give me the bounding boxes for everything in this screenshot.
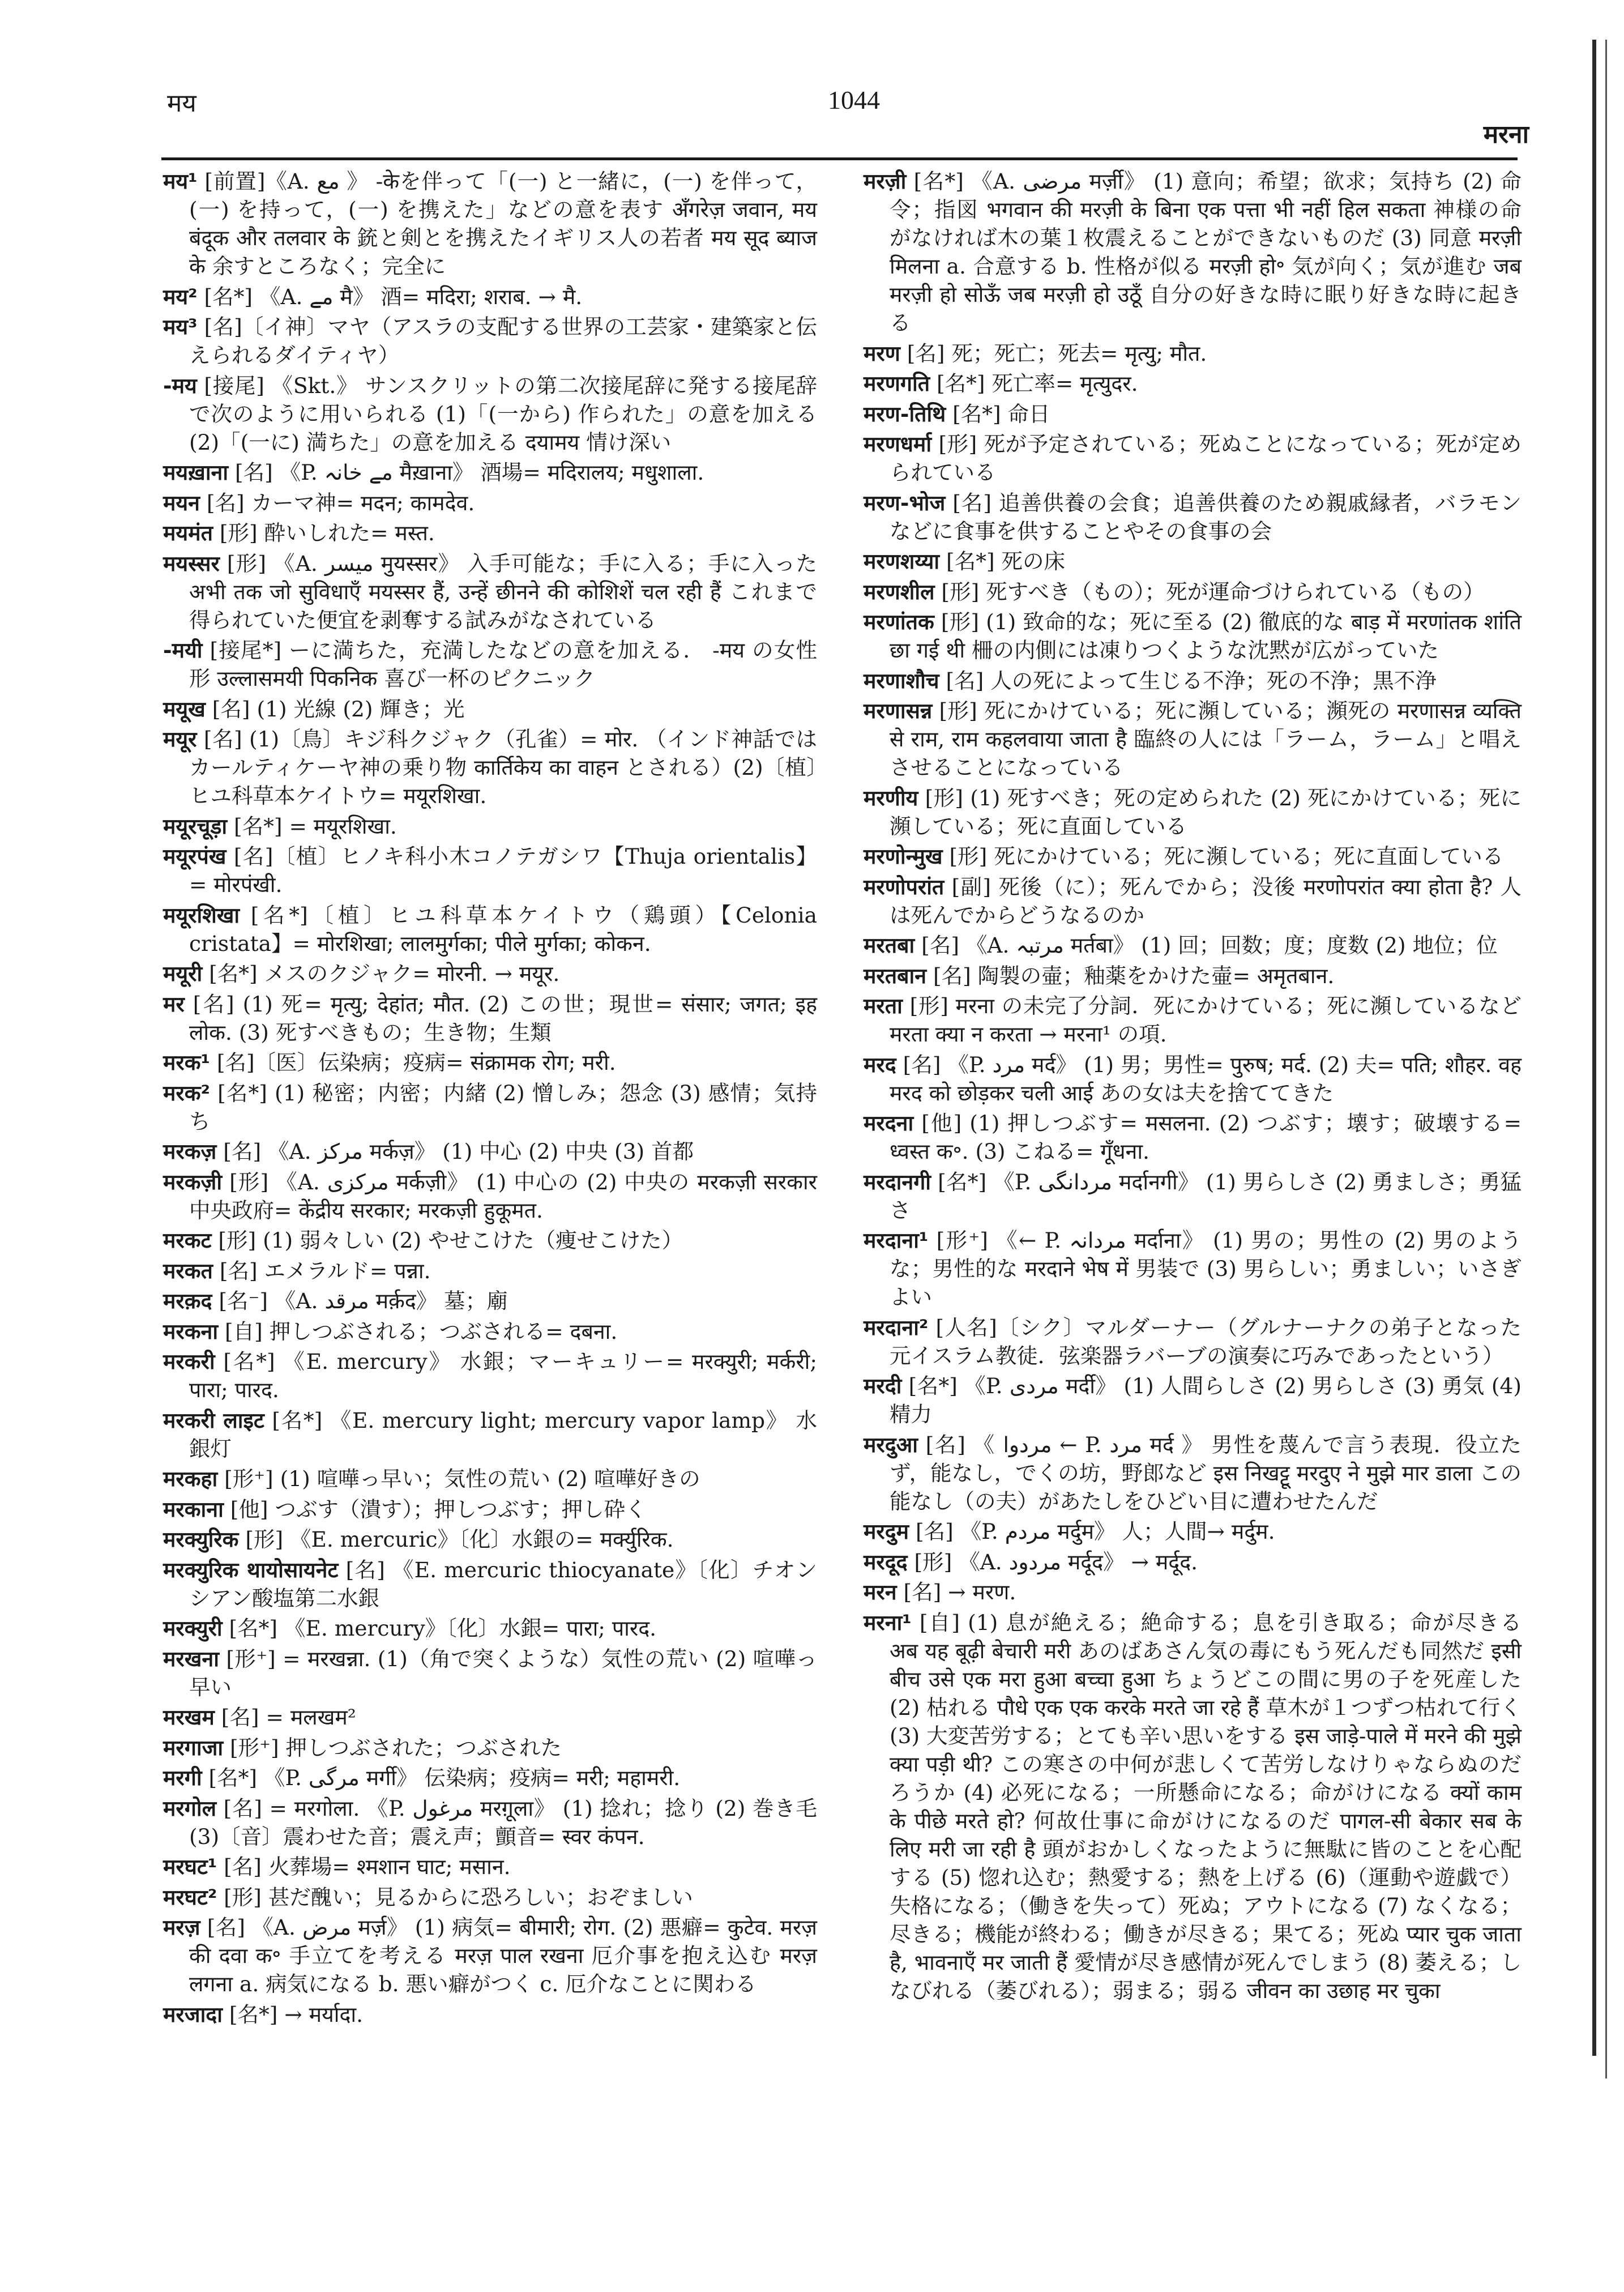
entry-definition: [形] (1) 弱々しい (2) やせこけた（痩せこけた） [211,1228,683,1253]
entry-definition: [名] 《 مردوا ← P. مرد मर्द 》 男性を蔑んで言う表現．役立たず，能なし，でくの坊，野郎など इस निखट्टू मरदुए ने मुझे मार डाला この能なし（の夫）があたしをひどい目に遭わせたんだ [890,1432,1522,1514]
entry-headword: मरकरी [163,1349,215,1374]
entry-definition: [他] (1) 押しつぶす= मसलना. (2) つぶす；壊す；破壊する= ध्वस्त क॰. (3) こねる= गूँधना. [890,1111,1522,1164]
entry-definition: [形] 死すべき（もの）；死が運命づけられている（もの） [934,579,1485,604]
entry-headword: मरतबान [864,963,927,988]
dictionary-entry [163,1734,817,1762]
dictionary-entry [163,519,817,547]
entry-headword: मरदी [864,1373,902,1398]
dictionary-entry [163,313,817,369]
dictionary-entry [163,1257,817,1285]
page-number: 1044 [828,86,880,114]
dictionary-entry [163,1645,817,1701]
entry-definition: [名] 《A. مرض मर्ज़》 (1) 病気= बीमारी; रोग. (2) 悪癖= कुटेव. मरज़ की दवा क॰ 手立てを考える मरज़ पाल रखना 厄介事を抱え込む मरज़ लगना a. 病気になる b. 悪い癖がつく c. 厄介なことに関わる [189,1915,817,1996]
dictionary-entry [163,1168,817,1224]
entry-headword: मरखना [163,1646,219,1671]
dictionary-entry [163,372,817,456]
entry-headword: मरक्युरिक [163,1527,239,1552]
dictionary-entry [163,167,817,280]
entry-definition: [名*] 《E. mercury》〔化〕水銀= पारा; पारद. [222,1616,657,1641]
entry-headword: मयख़ाना [163,460,229,485]
entry-definition: [自] 押しつぶされる；つぶされる= दबना. [218,1318,618,1344]
dictionary-entry [163,1525,817,1553]
dictionary-entry [864,578,1522,606]
entry-headword: मरकज़ी [163,1169,223,1194]
entry-headword: मय¹ [163,169,198,194]
entry-headword: मरणोन्मुख [864,844,943,869]
entry-definition: [名] 人の死によって生じる不浄；死の不浄；黒不浄 [939,668,1437,693]
entry-definition: [形] (1) 死すべき；死の定められた (2) 死にかけている；死に瀕している；死に直面している [890,785,1522,839]
entry-definition: [名*] (1) 秘密；内密；内緒 (2) 憎しみ；怨念 (3) 感情；気持ち [189,1080,817,1134]
dictionary-entry [163,1883,817,1911]
entry-definition: [接尾*] ーに満ちた，充満したなどの意を加える． -मय の女性形 उल्लासमयी पिकनिक 喜び一杯のピクニック [189,638,817,691]
entry-headword: मयूरी [163,961,203,986]
entry-definition: [名] 《P. مرد मर्द》 (1) 男；男性= पुरुष; मर्द. (2) 夫= पति; शौहर. वह मरद को छोड़कर चली आई あの女は夫を捨ててきた [890,1052,1522,1106]
entry-headword: मरगी [163,1765,202,1790]
dictionary-entry [163,1226,817,1254]
entry-definition: [名]〔植〕ヒノキ科小木コノテガシワ【Thuja orientalis】= मोरपंखी. [189,844,817,897]
entry-headword: मरकहा [163,1466,218,1491]
entry-definition: [副] 死後（に）；死んでから；没後 मरणोपरांत क्या होता है? 人は死んでからどうなるのか [890,874,1522,928]
dictionary-entry [864,167,1522,337]
entry-definition: [名] カーマ神= मदन; कामदेव. [200,490,475,515]
dictionary-entry [163,1287,817,1315]
entry-headword: मय² [163,284,198,309]
dictionary-entry [864,1168,1522,1224]
entry-headword: मरक़द [163,1288,212,1313]
dictionary-entry [864,547,1522,575]
dictionary-entry [163,549,817,634]
entry-definition: [名⁻] 《A. مرقد मर्क़द》 墓；廟 [212,1288,508,1313]
entry-definition: [接尾] 《Skt.》 サンスクリットの第二次接尾辞に発する接尾辞で次のように用いられる (1)「(一から) 作られた」の意を加える (2)「(一に) 満ちた」の意を加える दयामय 情け深い [189,373,817,455]
entry-definition: [名] 《P. مے خانہ मैख़ाना》 酒場= मदिरालय; मधुशाला. [228,460,704,485]
dictionary-entry [163,1317,817,1346]
entry-headword: मयूर [163,727,197,752]
entry-definition: [形] 甚だ醜い；見るからに恐ろしい；おぞましい [217,1884,693,1910]
entry-definition: [名*] → मर्यादा. [222,2001,364,2027]
entry-definition: [名] → मरण. [896,1580,1016,1604]
entry-definition: [形] मरना の未完了分詞．死にかけている；死に瀕しているなど मरता क्या न करता → मरना¹ の項. [890,993,1522,1047]
entry-headword: मयूरचूड़ा [163,813,228,839]
entry-headword: मरकना [163,1318,219,1344]
entry-headword: मरघट¹ [163,1854,217,1879]
dictionary-entry [163,812,817,840]
entry-headword: मरज़ी [864,169,907,194]
dictionary-entry [163,1853,817,1881]
entry-definition: [形] 《A. میسر मुयस्सर》 入手可能な；手に入る；手に入った अभी तक जो सुविधाएँ मयस्सर हैं, उन्हें छीनने की कोशिशें चल रही हैं これまで得られていた便宜を剥奪する試みがなされている [189,550,817,633]
dictionary-entry [864,400,1522,428]
entry-headword: मरक्युरिक थायोसायनेट [163,1557,339,1582]
dictionary-entry [163,1556,817,1612]
entry-headword: मरकाना [163,1496,224,1522]
entry-headword: मरण-तिथि [864,401,946,426]
dictionary-entry [864,1431,1522,1516]
entry-definition: [他] つぶす（潰す）；押しつぶす；押し砕く [223,1496,647,1522]
entry-headword: मरकत [163,1258,213,1283]
entry-headword: मरणशय्या [864,549,940,574]
entry-headword: मरद [864,1052,896,1077]
dictionary-entry [864,1051,1522,1107]
dictionary-entry [163,1347,817,1404]
entry-headword: मरणशील [864,579,935,604]
entry-definition: [名] 《A. مرتبہ मर्तबा》 (1) 回；回数；度；度数 (2) 地位；位 [914,933,1498,958]
entry-headword: मरखम [163,1705,215,1730]
entry-headword: मरक¹ [163,1050,210,1075]
entry-headword: मरणांतक [864,609,934,634]
entry-headword: -मय [163,373,197,398]
entry-headword: मरण [864,340,900,366]
running-head-left: मय [167,89,196,118]
entry-headword: मरजादा [163,2001,223,2027]
entry-definition: [名*] メスのクジャク= मोरनी. → मयूर. [202,961,560,986]
dictionary-entry [163,1406,817,1463]
entry-definition: [形] 《A. مرکزی मर्कज़ी》 (1) 中心の (2) 中央の मरकज़ी सरकार 中央政府= केंद्रीय सरकार; मरकज़ी हुकूमत. [189,1169,817,1223]
entry-headword: मरणाशौच [864,668,939,693]
dictionary-entry [864,1578,1522,1606]
entry-headword: मरगाजा [163,1735,224,1760]
entry-definition: [名*] 死の床 [939,549,1065,574]
dictionary-entry [864,1517,1522,1546]
entry-headword: मरणासन्न [864,698,933,723]
entry-definition: [名*] 《A. مے मै》 酒= मदिरा; शराब. → मै. [197,284,583,309]
dictionary-entry [163,1079,817,1136]
dictionary-entry [864,1608,1522,2005]
entry-headword: -मयी [163,638,203,663]
dictionary-entry [163,1495,817,1523]
dictionary-entry [864,1313,1522,1370]
entry-headword: मरकज़ [163,1139,217,1164]
entry-definition: [形] (1) 致命的な；死に至る (2) 徹底的な बाड़ में मरणांतक शांति छा गई थी 柵の内側には凍りつくような沈黙が広がっていた [890,609,1522,663]
entry-definition: [名*] 死亡率= मृत्युदर. [930,371,1138,396]
entry-definition: [名] (1) 光線 (2) 輝き；光 [205,696,465,722]
dictionary-entry [163,695,817,723]
entry-definition: [名] 陶製の壷；釉薬をかけた壷= अमृतबान. [926,963,1335,988]
entry-headword: मरक्युरी [163,1616,223,1641]
entry-definition: [形] 《A. مردود मर्दूद》 → मर्दूद. [907,1549,1198,1574]
entry-headword: मयूरपंख [163,844,226,869]
entry-headword: मरज़ [163,1915,200,1940]
entry-definition: [形] 死が予定されている；死ぬことになっている；死が定められている [890,432,1522,485]
left-column [163,167,817,2030]
entry-definition: [名] 追善供養の会食；追善供養のため親戚縁者，バラモンなどに食事を供することやその食事の会 [890,490,1522,544]
entry-headword: मरगोल [163,1795,217,1821]
entry-definition: [名*] 《E. mercury light; mercury vapor lamp》 水銀灯 [189,1407,817,1461]
entry-headword: मरदानगी [864,1169,931,1194]
dictionary-entry [163,725,817,810]
entry-headword: मरदाना² [864,1314,929,1340]
entry-definition: [名] = मलखम² [214,1705,356,1730]
dictionary-entry [864,842,1522,870]
entry-headword: मयन [163,490,200,515]
entry-headword: मरकरी लाइट [163,1407,264,1433]
dictionary-entry [864,369,1522,398]
entry-definition: [名*] 命日 [946,401,1050,426]
dictionary-entry [163,283,817,311]
entry-definition: [名*] 《P. مردانگی मर्दानगी》 (1) 男らしさ (2) 勇ましさ；勇猛さ [890,1169,1522,1223]
dictionary-entry [864,992,1522,1048]
entry-definition: [形] 死にかけている；死に瀕している；瀕死の मरणासन्न व्यक्ति से राम, राम कहलवाया जाता है 臨終の人には「ラーム，ラーム」と唱えさせることになっている [890,698,1522,780]
entry-definition: [形⁺] (1) 喧嘩っ早い；気性の荒い (2) 喧嘩好きの [217,1466,700,1491]
dictionary-entry [864,784,1522,840]
entry-headword: मयूरशिखा [163,902,240,928]
entry-headword: मरणीय [864,785,918,810]
dictionary-entry [864,608,1522,664]
entry-headword: मयमंत [163,520,213,545]
dictionary-entry [163,1703,817,1731]
entry-definition: [名*] 《P. مردی मर्दी》 (1) 人間らしさ (2) 男らしさ (3) 勇気 (4) 精力 [890,1373,1522,1427]
entry-definition: [名*]〔植〕ヒユ科草本ケイトウ（鶏頭）【Celonia cristata】= मोरशिखा; लालमुर्गका; पीले मुर्गका; कोकन. [189,902,817,956]
dictionary-entry [163,842,817,899]
entry-definition: [形⁺] 押しつぶされた；つぶされた [223,1735,562,1760]
dictionary-entry [864,430,1522,486]
page-edge-shadow [1592,40,1596,2056]
entry-definition: [名*] 《P. مرگی मर्गी》 伝染病；疫病= मरी; महामरी. [202,1765,681,1790]
entry-headword: मरदूद [864,1549,908,1574]
dictionary-entry [864,697,1522,782]
entry-headword: मर [163,991,185,1017]
entry-definition: [前置]《A. مع 》 -केを伴って「(一) と一緒に，(一) を伴って，(一) を持って，(一) を携えた」などの意を表す अँगरेज़ जवान, मय बंदूक और तलवार के 銃と剣とを携えたイギリス人の若者 मय सूद ब्याज के 余すところなく；完全に [189,169,817,279]
dictionary-entry [163,901,817,958]
entry-definition: [名] (1) 死= मृत्यु; देहांत; मौत. (2) この世；現世= संसार; जगत; इह लोक. (3) 死すべきもの；生き物；生類 [184,991,817,1045]
entry-definition: [名] (1)〔鳥〕キジ科クジャク（孔雀）= मोर. （インド神話ではカールティケーヤ神の乗り物 कार्तिकेय का वाहन とされる）(2)〔植〕ヒユ科草本ケイトウ= मयूरशिखा. [189,727,817,808]
dictionary-entry [864,1226,1522,1311]
entry-definition: [名] 《E. mercuric thiocyanate》〔化〕チオンシアン酸塩第二水銀 [189,1557,817,1611]
header-rule [161,157,1518,160]
dictionary-entry [163,489,817,517]
entry-definition: [人名]〔シク〕マルダーナー（グルナーナクの弟子となった元イスラム教徒．弦楽器ラバーブの演奏に巧みであったという） [890,1314,1522,1368]
entry-definition: [名*] 《E. mercury》 水銀；マーキュリー= मरक्युरी; मर्करी; पारा; पारद. [189,1349,817,1402]
page-edge-line [1605,40,1607,2078]
entry-headword: मरक² [163,1080,210,1106]
entry-definition: [名] エメラルド= पन्ना. [212,1258,431,1283]
entry-headword: मय³ [163,314,198,339]
right-column [864,167,1522,2007]
entry-definition: [形] 酔いしれた= मस्त. [212,520,435,545]
dictionary-entry [163,1614,817,1642]
dictionary-entry [163,1913,817,1998]
dictionary-entry [864,1548,1522,1576]
entry-headword: मरदुम [864,1519,909,1544]
entry-headword: मरदुआ [864,1432,918,1457]
entry-definition: [名]〔イ神〕マヤ（アスラの支配する世界の工芸家・建築家と伝えられるダイティヤ） [189,314,817,368]
dictionary-entry [163,458,817,486]
entry-headword: मरना¹ [864,1610,912,1635]
entry-headword: मरन [864,1580,897,1604]
entry-headword: मरतबा [864,933,915,958]
dictionary-entry [163,1048,817,1077]
dictionary-entry [163,959,817,988]
dictionary-entry [163,1137,817,1166]
dictionary-entry [163,990,817,1047]
entry-definition: [名] = मरगोला. 《P. مرغول मरग़ूला》 (1) 捻れ；捻り (2) 巻き毛 (3)〔音〕震わせた音；震え声；顫音= स्वर कंपन. [189,1795,817,1849]
dictionary-entry [864,489,1522,545]
entry-headword: मरघट² [163,1884,217,1910]
running-head-right: मरना [1483,120,1529,149]
dictionary-entry [163,2000,817,2029]
entry-headword: मरण-भोज [864,490,946,515]
entry-definition: [形⁺] = मरखन्ना. (1)（角で突くような）気性の荒い (2) 喧嘩っ早い [189,1646,817,1700]
entry-definition: [形] 死にかけている；死に瀕している；死に直面している [942,844,1504,869]
entry-headword: मरता [864,993,903,1018]
dictionary-entry [864,1372,1522,1428]
entry-headword: मरदना [864,1111,914,1136]
entry-headword: मयूख [163,696,206,722]
entry-definition: [名] 死；死亡；死去= मृत्यु; मौत. [900,340,1207,366]
dictionary-entry [163,1794,817,1851]
entry-headword: मरणधर्मा [864,432,932,456]
entry-definition: [自] (1) 息が絶える；絶命する；息を引き取る；命が尽きる अब यह बूढ़ी बेचारी मरी あのばあさん気の毒にもう死んだも同然だ इसी बीच उसे एक मरा हुआ बच्चा हुआ ちょうどこの間に男の子を死産した (2) 枯れる पौधे एक एक करके मरते जा रहे हैं 草木が１つずつ枯れて行く (3) 大変苦労する；とても辛い思いをする इस जाड़े-पाले में मरने की मुझे क्या पड़ी थी? この寒さの中何が悲しくて苦労しなけりゃならぬのだろうか (4) 必死になる；一所懸命になる；命がけになる क्यों काम के पीछे मरते हो? 何故仕事に命がけになるのだ पागल-सी बेकार सब के लिए मरी जा रही है 頭がおかしくなったように無駄に皆のことを心配する (5) 惚れ込む；熱愛する；熱を上げる (6)（運動や遊戯で）失格になる；（働きを失って）死ぬ；アウトになる (7) なくなる；尽きる；機能が終わる；働きが尽きる；果てる；死ぬ प्यार चुक जाता है, भावनाएँ मर जाती हैं 愛情が尽き感情が死んでしまう (8) 萎える；しなびれる（萎びれる）；弱まる；弱る जीवन का उछाह मर चुका [890,1610,1522,2003]
entry-definition: [名*] 《A. مرضی मर्ज़ी》 (1) 意向；希望；欲求；気持ち (2) 命令；指図 भगवान की मरज़ी के बिना एक पत्ता भी नहीं हिल सकता 神様の命がなければ木の葉１枚震えることができないものだ (3) 同意 मरज़ी मिलना a. 合意する b. 性格が似る मरज़ी हो॰ 気が向く；気が進む जब मरज़ी हो सोऊँ जब मरज़ी हो उठूँ 自分の好きな時に眠り好きな時に起きる [890,169,1522,335]
dictionary-entry [864,339,1522,368]
entry-definition: [名] 《P. مردم मर्दुम》 人；人間→ मर्दुम. [909,1519,1275,1544]
entry-headword: मरदाना¹ [864,1228,929,1253]
dictionary-entry [163,636,817,693]
dictionary-entry [163,1764,817,1792]
entry-headword: मरकट [163,1228,212,1253]
entry-definition: [形] 《E. mercuric》〔化〕水銀の= मर्क्युरिक. [238,1527,674,1552]
entry-definition: [名*] = मयूरशिखा. [227,813,397,839]
entry-definition: [名]〔医〕伝染病；疫病= संक्रामक रोग; मरी. [210,1050,616,1075]
dictionary-entry [163,1465,817,1493]
entry-headword: मरणगति [864,371,930,396]
dictionary-entry [864,873,1522,929]
dictionary-entry [864,962,1522,990]
dictionary-entry [864,931,1522,959]
entry-definition: [名] 火葬場= श्मशान घाट; मसान. [217,1854,511,1879]
dictionary-entry [864,667,1522,695]
dictionary-entry [864,1109,1522,1166]
entry-definition: [形⁺] 《← P. مردانہ मर्दाना》 (1) 男の；男性の (2) 男のような；男性的な मरदाने भेष में 男装で (3) 男らしい；勇ましい；いさぎよい [890,1228,1522,1309]
entry-headword: मरणोपरांत [864,874,945,899]
entry-headword: मयस्सर [163,550,220,576]
entry-definition: [名] 《A. مرکز मर्कज़》 (1) 中心 (2) 中央 (3) 首都 [216,1139,694,1164]
